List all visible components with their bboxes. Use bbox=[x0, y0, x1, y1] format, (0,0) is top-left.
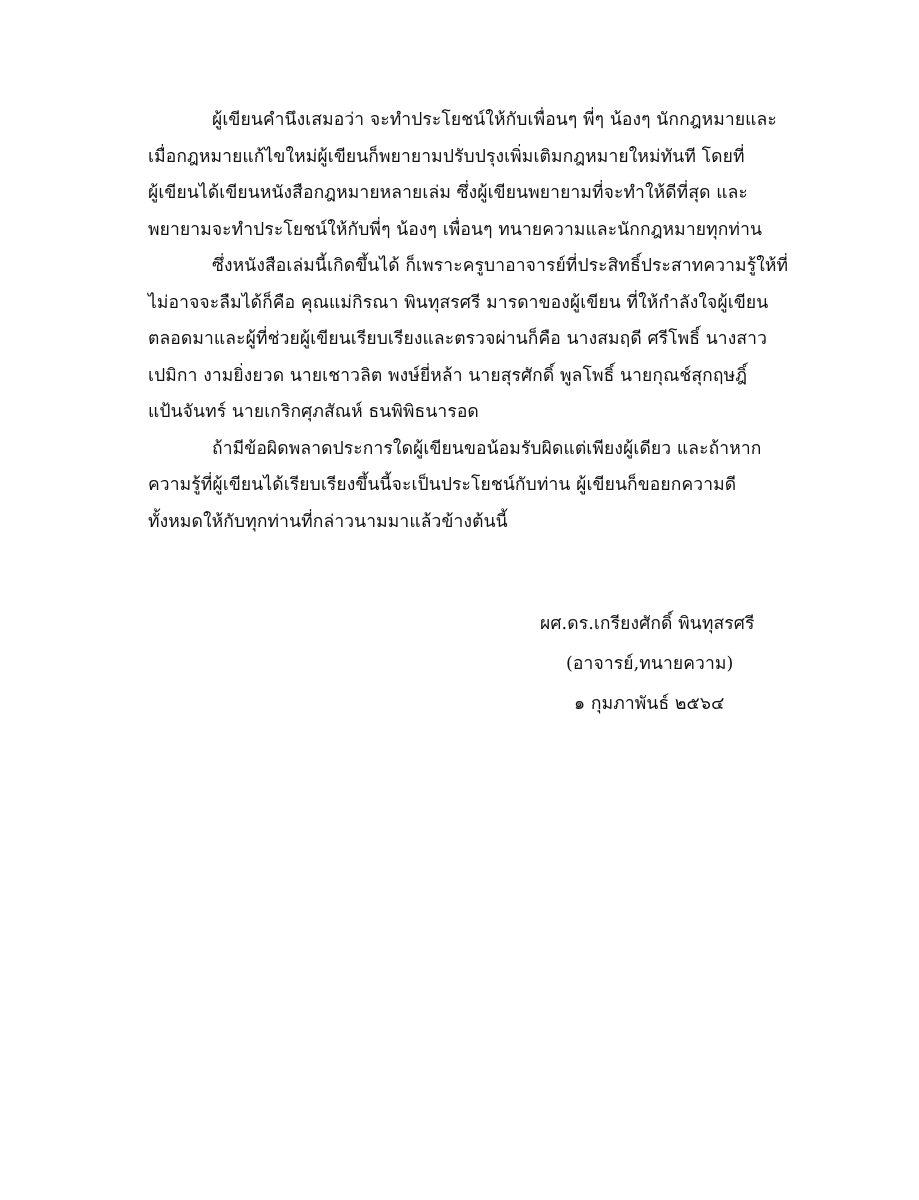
paragraph-line: เปมิกา งามยิ่งยวด นายเชาวลิต พงษ์ยี่หล้า นายสุรศักดิ์ พูลโพธิ์ นายกุณช์สุกฤษฎิ์ bbox=[148, 365, 748, 386]
paragraph-3 bbox=[148, 431, 788, 541]
preface-body bbox=[148, 102, 788, 540]
paragraph-line: ไม่อาจจะลืมได้ก็คือ คุณแม่กิรณา พินทุสรศรี มารดาของผู้เขียน ที่ให้กำลังใจผู้เขียน bbox=[148, 292, 769, 313]
paragraph-line: ผู้เขียนคำนึงเสมอว่า จะทำประโยชน์ให้กับเพื่อนๆ พี่ๆ น้องๆ นักกฎหมายและ bbox=[212, 110, 777, 130]
paragraph-line: แป้นจันทร์ นายเกริกศุภสัณห์ ธนพิพิธนารอด bbox=[148, 402, 479, 422]
author-role: (อาจารย์,ทนายความ) bbox=[566, 654, 734, 674]
author-name: ผศ.ดร.เกรียงศักดิ์ พินทุสรศรี bbox=[540, 614, 755, 634]
paragraph-1 bbox=[148, 102, 788, 248]
paragraph-line: ความรู้ที่ผู้เขียนได้เรียบเรียงขึ้นนี้จะเป็นประโยชน์กับท่าน ผู้เขียนก็ขอยกความดี bbox=[148, 475, 737, 495]
paragraph-line: ผู้เขียนได้เขียนหนังสือกฎหมายหลายเล่ม ซึ่งผู้เขียนพยายามที่จะทำให้ดีที่สุด และ bbox=[148, 183, 748, 203]
paragraph-line: ซึ่งหนังสือเล่มนี้เกิดขึ้นได้ ก็เพราะครูบาอาจารย์ที่ประสิทธิ์ประสาทความรู้ให้ที่ bbox=[212, 256, 789, 276]
paragraph-line: เมื่อกฎหมายแก้ไขใหม่ผู้เขียนก็พยายามปรับปรุงเพิ่มเติมกฎหมายใหม่ทันที โดยที่ bbox=[148, 146, 745, 167]
paragraph-line: ถ้ามีข้อผิดพลาดประการใดผู้เขียนขอน้อมรับผิดแต่เพียงผู้เดียว และถ้าหาก bbox=[212, 438, 762, 459]
paragraph-line: พยายามจะทำประโยชน์ให้กับพี่ๆ น้องๆ เพื่อนๆ ทนายความและนักกฎหมายทุกท่าน bbox=[148, 219, 763, 240]
paragraph-2 bbox=[148, 248, 788, 431]
paragraph-line: ตลอดมาและผู้ที่ช่วยผู้เขียนเรียบเรียงและตรวจผ่านก็คือ นางสมฤดี ศรีโพธิ์ นางสาว bbox=[148, 329, 768, 349]
signature-date: ๑ กุมภาพันธ์ ๒๕๖๔ bbox=[574, 694, 725, 714]
paragraph-line: ทั้งหมดให้กับทุกท่านที่กล่าวนามมาแล้วข้างต้นนี้ bbox=[148, 511, 508, 532]
signature-block bbox=[500, 604, 800, 724]
